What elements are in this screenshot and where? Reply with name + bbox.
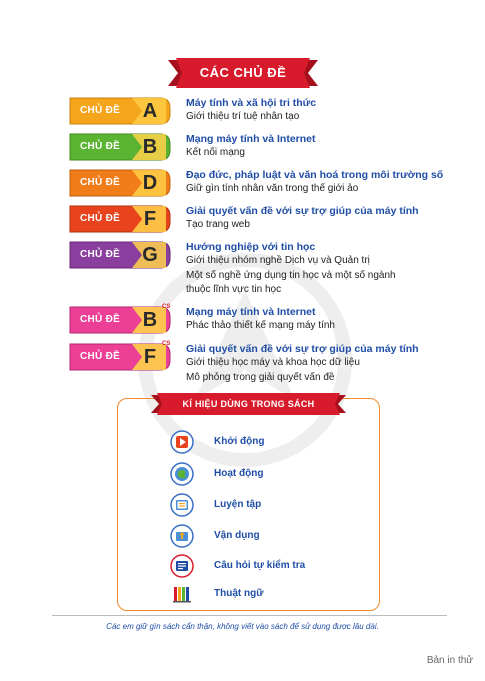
legend-label: Khởi động: [214, 436, 265, 447]
badge-cs-mark: CS: [162, 341, 171, 347]
legend-item: [170, 462, 360, 486]
topic-subtitle: Giới thiệu nhóm nghề Dịch vụ và Quản trị: [186, 255, 370, 266]
legend-item: [170, 554, 360, 578]
legend-item: [170, 582, 360, 606]
badge-letter: B: [142, 309, 158, 331]
badge-label: CHỦ ĐỀ: [80, 314, 121, 325]
topic-title: Giải quyết vấn đề với sự trợ giúp của máy tính: [186, 205, 419, 217]
topic-title: Máy tính và xã hội tri thức: [186, 97, 317, 109]
topic-badge: [66, 343, 174, 371]
topic-subtitle: Giữ gìn tính nhân văn trong thế giới ảo: [186, 183, 359, 194]
legend-item: [170, 430, 360, 454]
badge-letter: A: [142, 100, 158, 122]
badge-label: CHỦ ĐỀ: [80, 177, 121, 188]
badge-label: CHỦ ĐỀ: [80, 351, 121, 362]
legend-item: [170, 493, 360, 517]
topic-subtitle: Một số nghề ứng dụng tin học và một số ngành: [186, 269, 396, 281]
legend-title-banner: [151, 393, 346, 415]
badge-cs-mark: CS: [162, 304, 171, 310]
topic-title: Mạng máy tính và Internet: [186, 306, 316, 318]
legend-label: Câu hỏi tự kiểm tra: [214, 560, 306, 571]
badge-letter: G: [142, 244, 158, 266]
badge-label: CHỦ ĐỀ: [80, 249, 121, 260]
topic-subtitle: Giới thiệu trí tuệ nhân tạo: [186, 111, 300, 122]
topic-title: Giải quyết vấn đề với sự trợ giúp của máy tính: [186, 343, 419, 355]
badge-letter: D: [142, 172, 158, 194]
topic-badge: [66, 169, 174, 197]
badge-label: CHỦ ĐỀ: [80, 141, 121, 152]
legend-label: Hoạt động: [214, 468, 264, 479]
legend-label: Thuật ngữ: [214, 588, 264, 599]
badge-letter: B: [142, 136, 158, 158]
topic-subtitle: Phác thảo thiết kế mạng máy tính: [186, 320, 335, 331]
section-title-banner: [168, 58, 318, 88]
topic-subtitle: Mô phỏng trong giải quyết vấn đề: [186, 371, 335, 383]
glossary-icon: [170, 582, 194, 606]
footer-note: Các em giữ gìn sách cẩn thận, không viết vào sách để sử dụng được lâu dài.: [106, 622, 379, 631]
topic-subtitle: Tạo trang web: [186, 219, 250, 230]
badge-label: CHỦ ĐỀ: [80, 105, 121, 116]
topic-title: Hướng nghiệp với tin học: [186, 241, 316, 253]
topic-badge: [66, 205, 174, 233]
legend-item: [170, 524, 360, 548]
legend-label: Vận dụng: [214, 530, 260, 541]
topic-subtitle: thuộc lĩnh vực tin học: [186, 284, 282, 295]
badge-letter: F: [143, 346, 157, 368]
legend-label: Luyện tập: [214, 499, 262, 510]
page-title: CÁC CHỦ ĐỀ: [199, 65, 287, 80]
practice-icon: [170, 493, 194, 517]
apply-icon: [170, 524, 194, 548]
topic-subtitle: Giới thiệu học máy và khoa học dữ liệu: [186, 357, 360, 368]
activity-icon: [170, 462, 194, 486]
badge-letter: F: [143, 208, 157, 230]
topic-badge: [66, 133, 174, 161]
topic-subtitle: Kết nối mạng: [186, 147, 245, 158]
topic-title: Mạng máy tính và Internet: [186, 133, 316, 145]
topic-badge: [66, 241, 174, 269]
draft-mark: Bản in thử: [426, 655, 473, 666]
legend-title: KÍ HIỆU DÙNG TRONG SÁCH: [182, 399, 315, 409]
start-icon: [170, 430, 194, 454]
topic-badge: [66, 97, 174, 125]
topic-badge: [66, 306, 174, 334]
badge-label: CHỦ ĐỀ: [80, 213, 121, 224]
footer-divider: [52, 615, 447, 616]
topic-title: Đạo đức, pháp luật và văn hoá trong môi trường số: [186, 169, 444, 181]
quiz-icon: [170, 554, 194, 578]
